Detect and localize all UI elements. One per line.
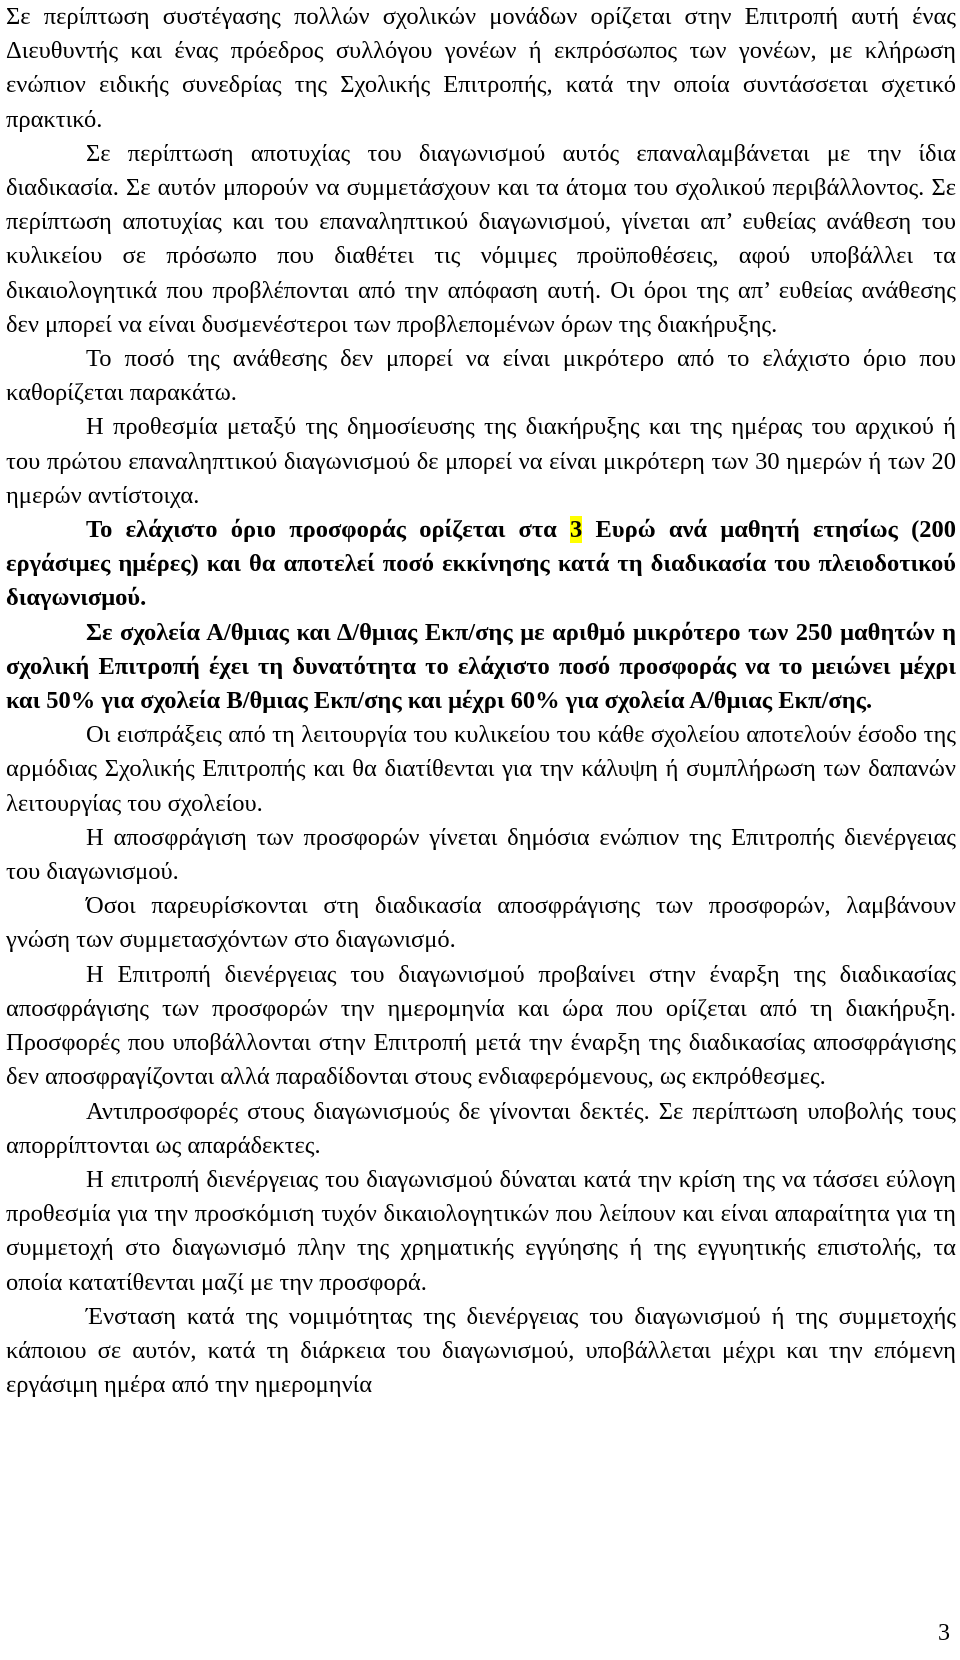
paragraph-joint-housing: Σε περίπτωση συστέγασης πολλών σχολικών μονάδων ορίζεται στην Επιτροπή αυτή ένας Διευθυντής και ένας πρόεδρος συλλόγου γονέων ή εκπρόσωπος των γονέων, με κλήρωση ενώπιον ειδικής συνεδρίας της Σχολικής Επιτροπής, κατά την οποία συντάσσεται σχετικό πρακτικό. — [6, 3, 956, 133]
paragraph-counteroffers: Αντιπροσφορές στους διαγωνισμούς δε γίνονται δεκτές. Σε περίπτωση υποβολής τους απορρίπτονται ως απαράδεκτες. — [6, 1097, 956, 1159]
paragraph-attendees: Όσοι παρευρίσκονται στη διαδικασία αποσφράγισης των προσφορών, λαμβάνουν γνώση των συμμετασχόντων στο διαγωνισμό. — [6, 892, 956, 954]
paragraph-minimum-offer — [6, 513, 956, 616]
paragraph-deadline: Η προθεσμία μεταξύ της δημοσίευσης της διακήρυξης και της ημέρας του αρχικού ή του πρώτου επαναληπτικού διαγωνισμού δε μπορεί να είναι μικρότερη των 30 ημερών ή των 20 ημερών αντίστοιχα. — [6, 413, 956, 509]
paragraph-missing-documents: Η επιτροπή διενέργειας του διαγωνισμού δύναται κατά την κρίση της να τάσσει εύλογη προθεσμία για την προσκόμιση τυχόν δικαιολογητικών που λείπουν και είναι απαραίτητα για τη συμμετοχή στο διαγωνισμό πλην της χρηματικής εγγύησης ή της εγγυητικής επιστολής, τα οποία κατατίθενται μαζί με την προσφορά. — [6, 1165, 956, 1296]
min-offer-amount-highlight: 3 — [570, 516, 583, 544]
paragraph-tender-failure: Σε περίπτωση αποτυχίας του διαγωνισμού αυτός επαναλαμβάνεται με την ίδια διαδικασία. Σε αυτόν μπορούν να συμμετάσχουν και τα άτομα του σχολικού περιβάλλοντος. Σε περίπτωση αποτυχίας και του επαναληπτικού διαγωνισμού, γίνεται απ’ ευθείας ανάθεση του κυλικείου σε πρόσωπο που διαθέτει τις νόμιμες προϋποθέσεις, αφού υποβάλλει τα δικαιολογητικά που προβλέπονται από την απόφαση αυτή. Οι όροι της απ’ ευθείας ανάθεσης δεν μπορεί να είναι δυσμενέστεροι των προβλεπομένων όρων της διακήρυξης. — [6, 139, 956, 338]
paragraph-objection: Ένσταση κατά της νομιμότητας της διενέργειας του διαγωνισμού ή της συμμετοχής κάποιου σε αυτόν, κατά τη διάρκεια του διαγωνισμού, υποβάλλεται μέχρι και την επόμενη εργάσιμη ημέρα από την ημερομηνία — [6, 1302, 956, 1399]
paragraph-award-amount: Το ποσό της ανάθεσης δεν μπορεί να είναι μικρότερο από το ελάχιστο όριο που καθορίζεται παρακάτω. — [6, 345, 956, 407]
page-number: 3 — [938, 1620, 950, 1646]
paragraph-committee-start: Η Επιτροπή διενέργειας του διαγωνισμού προβαίνει στην έναρξη της διαδικασίας αποσφράγισης των προσφορών την ημερομηνία και ώρα που ορίζεται από τη διακήρυξη. Προσφορές που υποβάλλονται στην Επιτροπή μετά την έναρξη της διαδικασίας αποσφράγισης δεν αποσφραγίζονται αλλά παραδίδονται στους ενδιαφερόμενους, ως εκπρόθεσμες. — [6, 960, 956, 1091]
paragraph-unsealing: Η αποσφράγιση των προσφορών γίνεται δημόσια ενώπιον της Επιτροπής διενέργειας του διαγωνισμού. — [6, 823, 956, 886]
document-page — [6, 0, 956, 1402]
paragraph-revenue: Οι εισπράξεις από τη λειτουργία του κυλικείου του κάθε σχολείου αποτελούν έσοδο της αρμόδιας Σχολικής Επιτροπής και θα διατίθενται για την κάλυψη ή συμπλήρωση των δαπανών λειτουργίας του σχολείου. — [6, 721, 956, 817]
min-offer-before: Το ελάχιστο όριο προσφοράς ορίζεται στα — [86, 516, 571, 544]
paragraph-offer-reduction: Σε σχολεία Α/θμιας και Δ/θμιας Εκπ/σης με αριθμό μικρότερο των 250 μαθητών η σχολική Επιτροπή έχει τη δυνατότητα το ελάχιστο ποσό προσφοράς να το μειώνει μέχρι και 50% για σχολεία Β/θμιας Εκπ/σης και μέχρι 60% για σχολεία Α/θμιας Εκπ/σης. — [6, 618, 956, 715]
min-offer-after: Ευρώ ανά μαθητή ετησίως (200 εργάσιμες ημέρες) και θα αποτελεί ποσό εκκίνησης κατά τη διαδικασία του πλειοδοτικού διαγωνισμού. — [6, 516, 956, 612]
